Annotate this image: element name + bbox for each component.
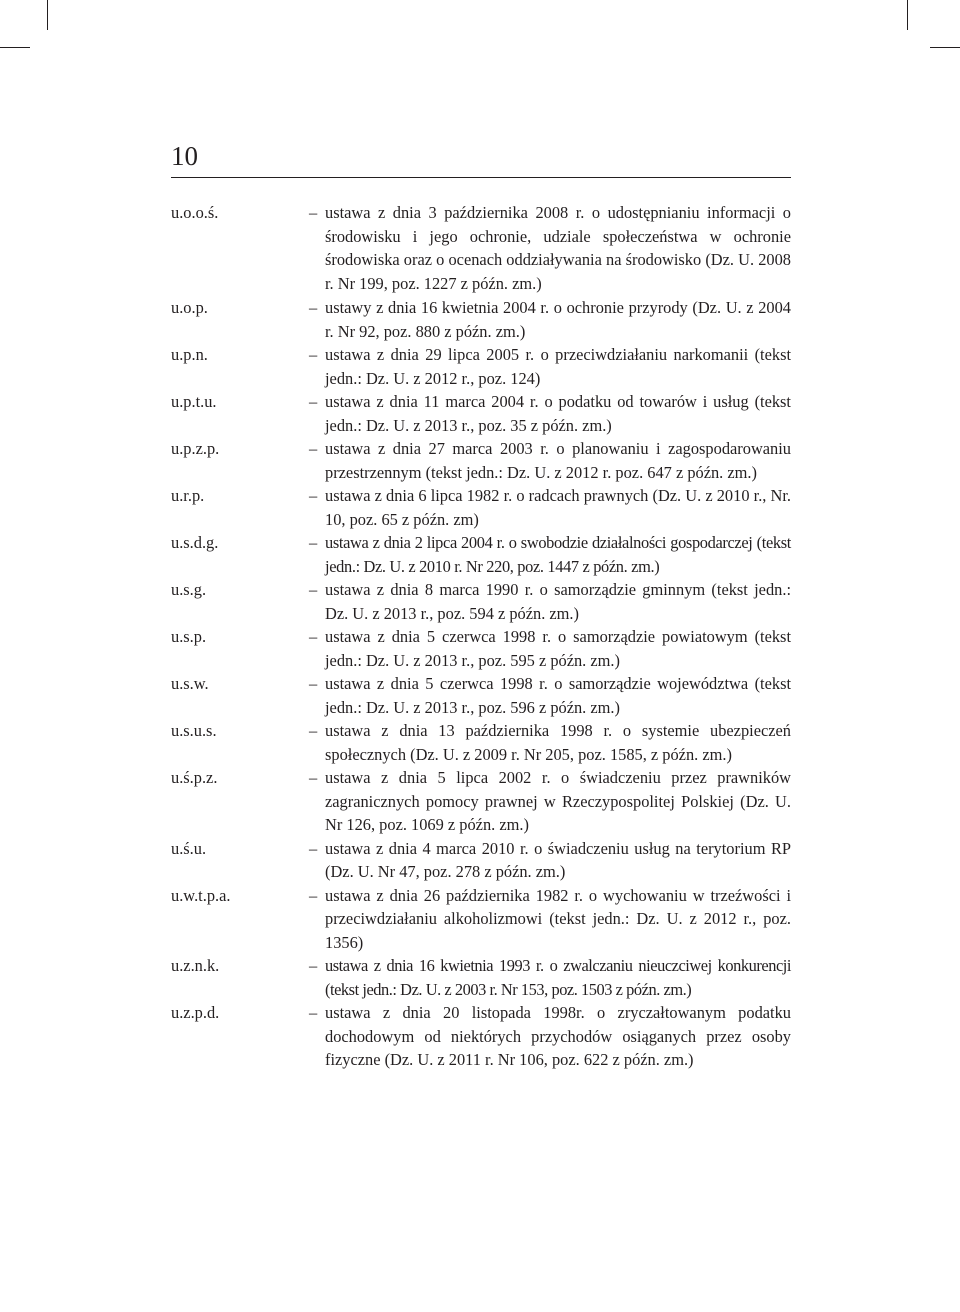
abbreviation: u.ś.p.z. (171, 768, 218, 787)
list-item (171, 484, 791, 531)
abbreviation: u.w.t.p.a. (171, 885, 231, 905)
abbreviation: u.r.p. (171, 486, 205, 505)
abbreviation-description (309, 884, 791, 955)
list-item (171, 296, 791, 343)
crop-mark-top-right-horizontal (930, 47, 960, 48)
description-text: ustawa z dnia 16 kwietnia 1993 r. o zwalczaniu nieuczciwej konkurencji (tekst jedn.: Dz. U. z 2003 r. Nr 153, poz. 1503 z późn. zm.) (325, 956, 791, 999)
crop-mark-top-left (47, 0, 48, 30)
abbreviation: u.s.p. (171, 627, 207, 646)
abbreviation-description (309, 719, 791, 766)
dash: – (309, 298, 318, 317)
abbreviation: u.p.t.u. (171, 392, 217, 411)
abbreviation-description (309, 484, 791, 531)
abbreviation-description (309, 531, 791, 578)
dash: – (309, 486, 318, 505)
dash: – (309, 956, 317, 975)
abbreviation-description (309, 672, 791, 719)
abbreviation: u.s.u.s. (171, 721, 217, 740)
description-text: ustawa z dnia 27 marca 2003 r. o planowaniu i zagospodarowaniu przestrzennym (tekst jedn.: Dz. U. z 2012 r. poz. 647 z późn. zm.) (325, 439, 791, 482)
abbreviation-description (309, 437, 791, 484)
abbreviation: u.o.o.ś. (171, 203, 219, 222)
abbreviation: u.s.w. (171, 674, 209, 693)
abbreviation-description (309, 578, 791, 625)
abbreviation-description (309, 296, 791, 343)
dash: – (309, 1003, 318, 1022)
description-text: ustawa z dnia 3 października 2008 r. o udostępnianiu informacji o środowisku i jego ochronie, udziale społeczeństwa w ochronie środowiska oraz o ocenach oddziaływania na środowisko (Dz. U. 2008 r. Nr 199, poz. 1227 z późn. zm.) (325, 203, 791, 293)
abbreviation: u.s.d.g. (171, 533, 219, 552)
list-item (171, 625, 791, 672)
dash: – (309, 674, 318, 693)
description-text: ustawa z dnia 11 marca 2004 r. o podatku od towarów i usług (tekst jedn.: Dz. U. z 2013 r., poz. 35 z późn. zm.) (325, 392, 791, 435)
list-item (171, 837, 791, 884)
dash: – (309, 533, 317, 552)
abbreviation-description (309, 766, 791, 837)
abbreviation: u.o.p. (171, 298, 208, 317)
dash: – (309, 392, 318, 411)
description-text: ustawa z dnia 5 lipca 2002 r. o świadczeniu przez prawników zagranicznych pomocy prawnej w Rzeczypospolitej Polskiej (Dz. U. Nr 126, poz. 1069 z późn. zm.) (325, 768, 791, 834)
crop-mark-top-left-horizontal (0, 47, 30, 48)
list-item (171, 437, 791, 484)
list-item (171, 531, 791, 578)
description-text: ustawa z dnia 6 lipca 1982 r. o radcach prawnych (Dz. U. z 2010 r., Nr. 10, poz. 65 z późn. zm) (325, 486, 791, 529)
description-text: ustawa z dnia 29 lipca 2005 r. o przeciwdziałaniu narkomanii (tekst jedn.: Dz. U. z 2012 r., poz. 124) (325, 345, 791, 388)
dash: – (309, 627, 318, 646)
abbreviation-description (309, 1001, 791, 1072)
abbreviation-description (309, 837, 791, 884)
list-item (171, 201, 791, 295)
list-item (171, 766, 791, 837)
dash: – (309, 439, 318, 458)
list-item (171, 1001, 791, 1072)
page-number: 10 (171, 141, 198, 171)
list-item (171, 578, 791, 625)
description-text: ustawa z dnia 8 marca 1990 r. o samorządzie gminnym (tekst jedn.: Dz. U. z 2013 r., poz. 594 z późn. zm.) (325, 580, 791, 623)
list-item (171, 390, 791, 437)
dash: – (309, 203, 318, 222)
dash: – (309, 580, 318, 599)
list-item (171, 884, 791, 955)
list-item (171, 343, 791, 390)
abbreviation: u.z.p.d. (171, 1003, 220, 1022)
description-text: ustawy z dnia 16 kwietnia 2004 r. o ochronie przyrody (Dz. U. z 2004 r. Nr 92, poz. 880 z późn. zm.) (325, 298, 791, 341)
dash: – (309, 885, 318, 905)
abbreviation-description (309, 954, 791, 1001)
abbreviation: u.p.n. (171, 345, 208, 364)
abbreviation: u.p.z.p. (171, 439, 220, 458)
description-text: ustawa z dnia 5 czerwca 1998 r. o samorządzie województwa (tekst jedn.: Dz. U. z 2013 r., poz. 596 z późn. zm.) (325, 674, 791, 717)
description-text: ustawa z dnia 13 października 1998 r. o systemie ubezpieczeń społecznych (Dz. U. z 2009 r. Nr 205, poz. 1585, z późn. zm.) (325, 721, 791, 764)
description-text: ustawa z dnia 4 marca 2010 r. o świadczeniu usług na terytorium RP (Dz. U. Nr 47, poz. 278 z późn. zm.) (325, 838, 791, 881)
list-item (171, 954, 791, 1001)
abbreviation-description (309, 390, 791, 437)
abbreviation-description (309, 625, 791, 672)
header-rule (171, 177, 791, 178)
abbreviation: u.ś.u. (171, 838, 207, 858)
dash: – (309, 838, 318, 858)
list-item (171, 672, 791, 719)
dash: – (309, 768, 318, 787)
abbreviation-description (309, 201, 791, 295)
abbreviation: u.s.g. (171, 580, 207, 599)
description-text: ustawa z dnia 5 czerwca 1998 r. o samorządzie powiatowym (tekst jedn.: Dz. U. z 2013 r., poz. 595 z późn. zm.) (325, 627, 791, 670)
description-text: ustawa z dnia 2 lipca 2004 r. o swobodzie działalności gospodarczej (tekst jedn.: Dz. U. z 2010 r. Nr 220, poz. 1447 z późn. zm.) (325, 533, 791, 576)
description-text: ustawa z dnia 26 października 1982 r. o wychowaniu w trzeźwości i przeciwdziałaniu alkoholizmowi (tekst jedn.: Dz. U. z 2012 r., poz. 1356) (325, 885, 791, 952)
abbreviation: u.z.n.k. (171, 956, 220, 975)
crop-mark-top-right (907, 0, 908, 30)
abbreviation-list (171, 201, 791, 1072)
abbreviation-description (309, 343, 791, 390)
description-text: ustawa z dnia 20 listopada 1998r. o zryczałtowanym podatku dochodowym od niektórych przychodów osiąganych przez osoby fizyczne (Dz. U. z 2011 r. Nr 106, poz. 622 z późn. zm.) (325, 1003, 791, 1069)
dash: – (309, 345, 318, 364)
dash: – (309, 721, 318, 740)
list-item (171, 719, 791, 766)
